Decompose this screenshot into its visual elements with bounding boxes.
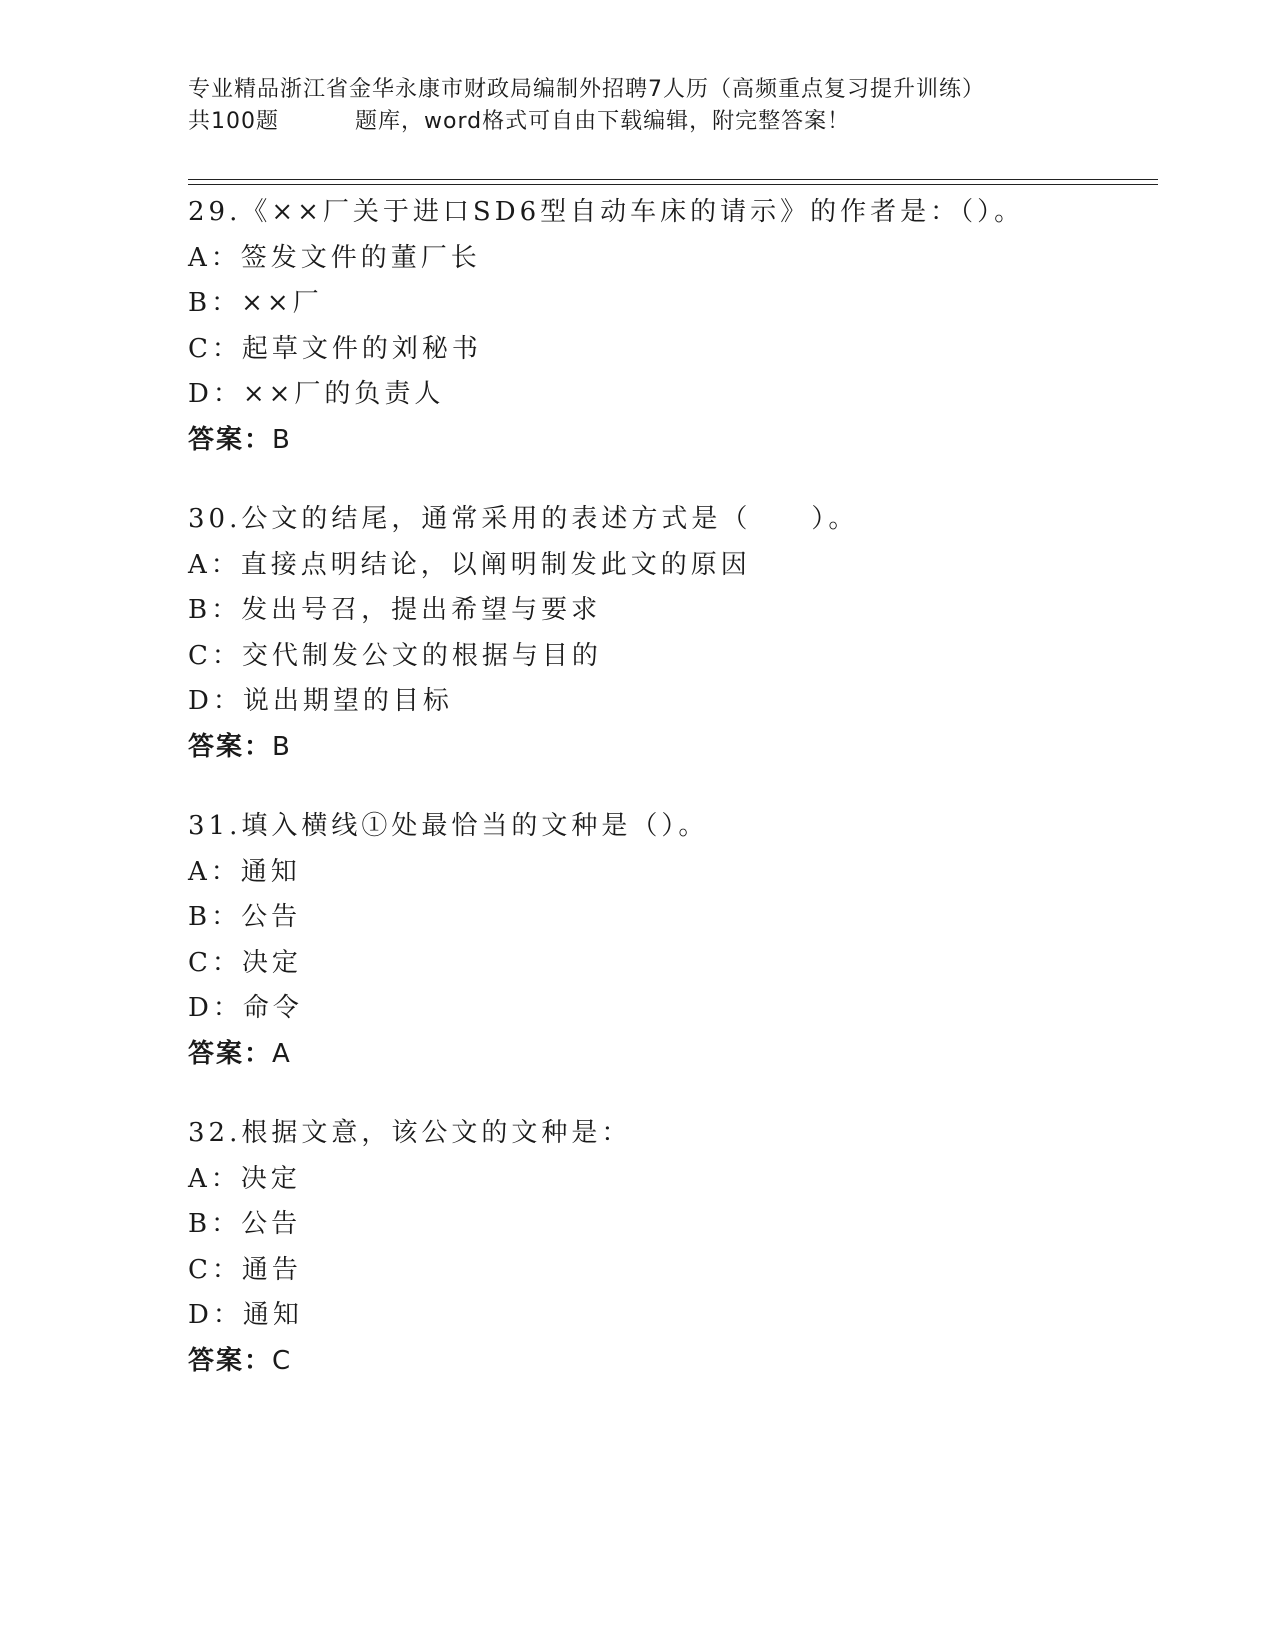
header-divider-top xyxy=(188,179,1158,180)
answer-value: B xyxy=(272,731,292,762)
document-header xyxy=(188,74,1148,138)
option-c: C：通告 xyxy=(188,1254,302,1285)
answer-line xyxy=(188,418,1148,464)
answer-label: 答案： xyxy=(188,731,273,762)
option-c: C：起草文件的刘秘书 xyxy=(188,333,482,364)
question-31 xyxy=(188,804,1148,1077)
option-b: B：公告 xyxy=(188,902,302,932)
question-stem: 29.《××厂关于进口SD6型自动车床的请示》的作者是：（）。 xyxy=(188,197,1025,227)
option-c: C：交代制发公文的根据与目的 xyxy=(188,640,602,671)
option-a: A：直接点明结论，以阐明制发此文的原因 xyxy=(188,549,751,580)
header-divider-bottom xyxy=(188,184,1158,185)
question-29 xyxy=(188,190,1148,463)
option-d: D：通知 xyxy=(188,1300,303,1330)
question-list xyxy=(188,190,1148,1418)
header-title-line: 专业精品浙江省金华永康市财政局编制外招聘7人历（高频重点复习提升训练） xyxy=(188,77,985,102)
option-b: B：发出号召，提出希望与要求 xyxy=(188,595,602,625)
answer-line xyxy=(188,1339,1148,1385)
option-a: A：决定 xyxy=(188,1163,301,1194)
answer-value: A xyxy=(272,1038,292,1069)
answer-line xyxy=(188,1032,1148,1078)
option-d: D：说出期望的目标 xyxy=(188,686,453,716)
answer-value: B xyxy=(272,424,292,455)
answer-label: 答案： xyxy=(188,1038,273,1069)
option-c: C：决定 xyxy=(188,947,302,978)
option-a: A：通知 xyxy=(188,856,301,887)
option-b: B：公告 xyxy=(188,1209,302,1239)
answer-value: C xyxy=(272,1345,293,1376)
option-d: D：××厂的负责人 xyxy=(188,379,445,409)
question-stem: 30.公文的结尾，通常采用的表述方式是（ ）。 xyxy=(188,504,859,534)
option-b: B：××厂 xyxy=(188,288,323,318)
answer-label: 答案： xyxy=(188,424,273,455)
option-a: A：签发文件的董厂长 xyxy=(188,242,481,273)
answer-line xyxy=(188,725,1148,771)
question-stem: 31.填入横线①处最恰当的文种是（）。 xyxy=(188,811,709,841)
question-30 xyxy=(188,497,1148,770)
option-d: D：命令 xyxy=(188,993,303,1023)
answer-label: 答案： xyxy=(188,1345,273,1376)
header-question-count: 共100题 xyxy=(188,109,279,134)
header-subtitle-line xyxy=(188,106,1148,138)
header-description: 题库，word格式可自由下载编辑，附完整答案！ xyxy=(355,109,851,134)
question-stem: 32.根据文意，该公文的文种是： xyxy=(188,1118,632,1148)
question-32 xyxy=(188,1111,1148,1384)
